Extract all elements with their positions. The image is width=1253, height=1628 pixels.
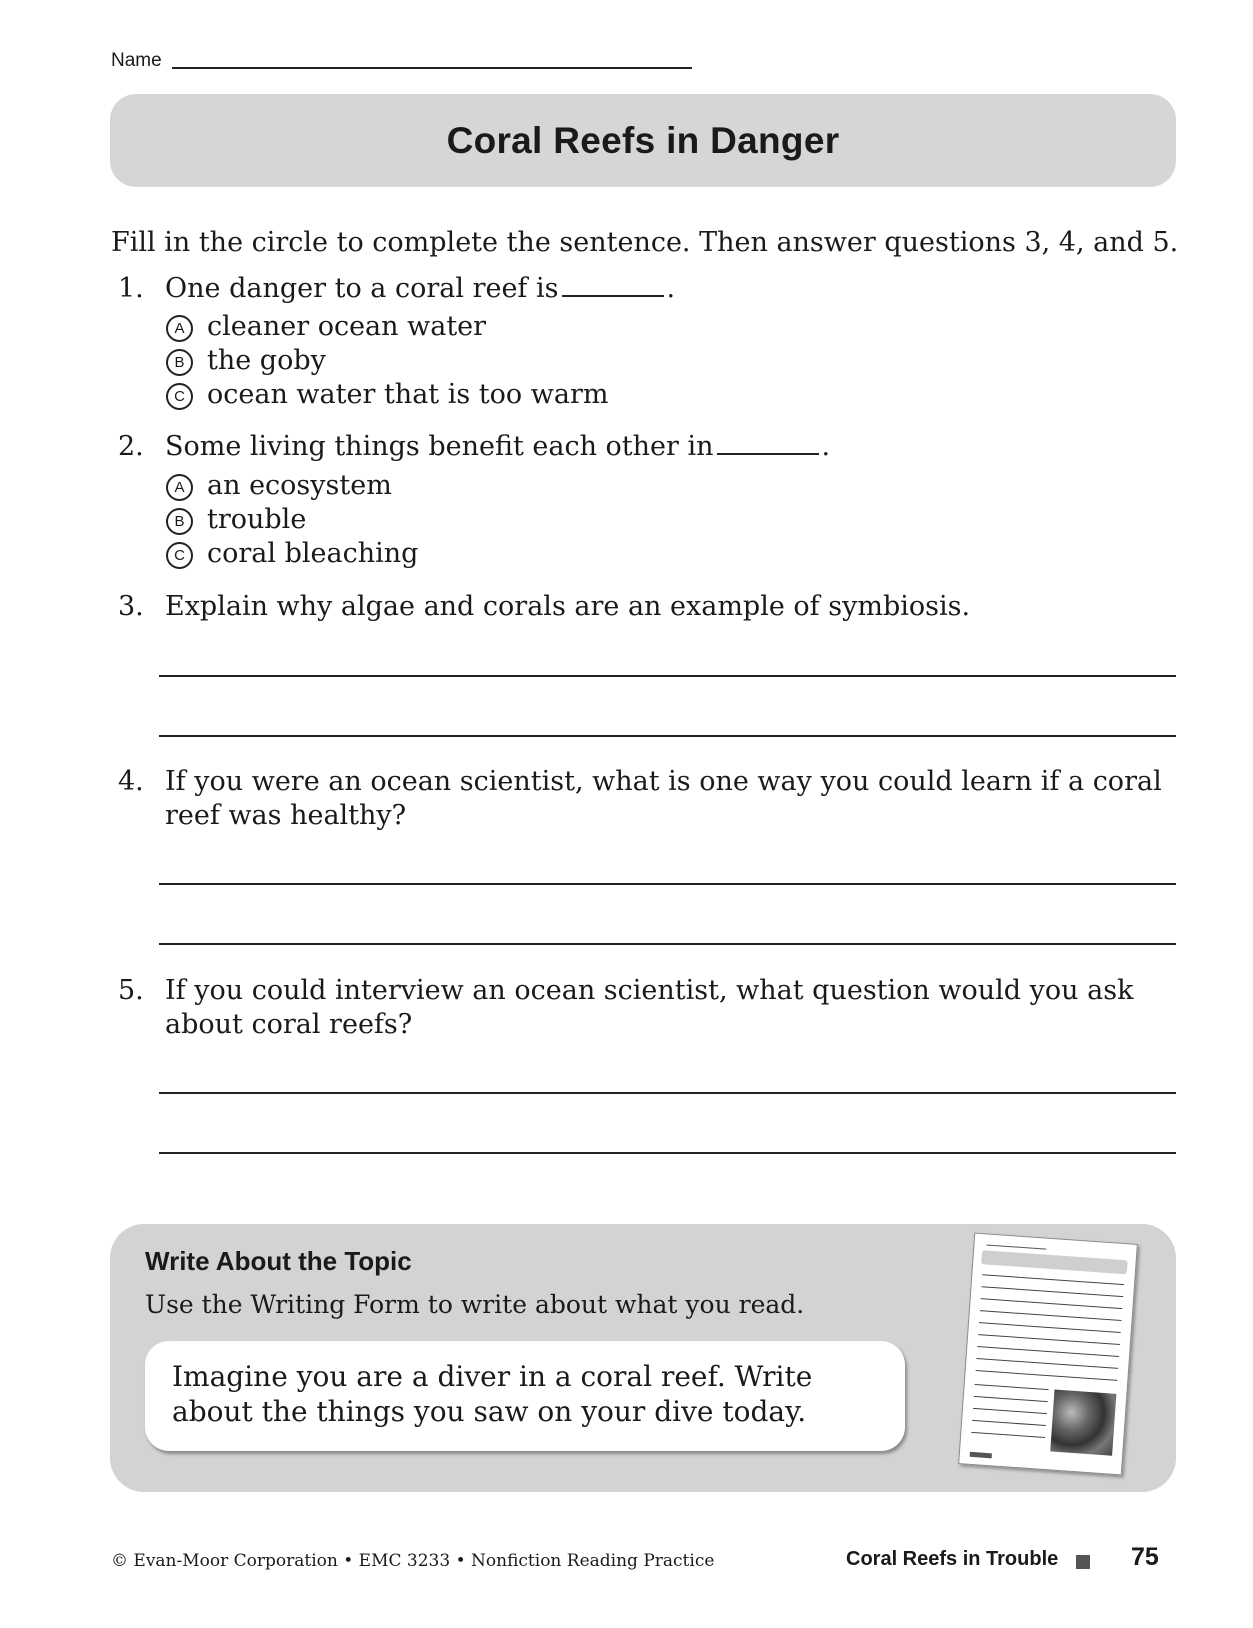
option-c[interactable] <box>166 538 418 569</box>
option-text: ocean water that is too warm <box>207 379 609 410</box>
writing-form-thumbnail <box>958 1233 1138 1476</box>
question-text: Explain why algae and corals are an example of symbiosis. <box>165 591 971 622</box>
instructions: Fill in the circle to complete the sentence. Then answer questions 3, 4, and 5. <box>111 227 1179 258</box>
coral-photo-icon <box>1050 1390 1116 1456</box>
question-number: 4. <box>118 766 144 797</box>
fill-blank <box>562 273 664 297</box>
page-title: Coral Reefs in Danger <box>446 119 840 161</box>
option-b[interactable] <box>166 504 306 535</box>
option-a[interactable] <box>166 470 392 501</box>
answer-line[interactable] <box>159 1152 1176 1154</box>
option-c[interactable] <box>166 379 608 410</box>
writing-prompt: Imagine you are a diver in a coral reef. Write about the things you saw on your dive today. <box>172 1360 813 1428</box>
footer-unit-title: Coral Reefs in Trouble <box>846 1548 1059 1570</box>
writing-prompt-card <box>145 1341 905 1451</box>
answer-circle-icon[interactable]: C <box>166 383 193 410</box>
write-about-heading: Write About the Topic <box>145 1246 412 1276</box>
page-number: 75 <box>1131 1543 1159 1571</box>
name-input-line[interactable] <box>172 67 692 69</box>
option-b[interactable] <box>166 345 326 376</box>
title-bar <box>110 94 1176 187</box>
question-text: If you could interview an ocean scientist, what question would you ask about coral reefs? <box>165 975 1134 1040</box>
answer-line[interactable] <box>159 735 1176 737</box>
write-about-subtext: Use the Writing Form to write about what you read. <box>145 1290 805 1319</box>
question-number: 3. <box>118 591 144 622</box>
answer-circle-icon[interactable]: A <box>166 474 193 501</box>
question-number: 2. <box>118 431 144 462</box>
answer-line[interactable] <box>159 943 1176 945</box>
answer-line[interactable] <box>159 883 1176 885</box>
option-text: the goby <box>207 345 326 376</box>
option-text: trouble <box>207 504 307 535</box>
question-text: One danger to a coral reef is . <box>165 273 676 304</box>
question-text: Some living things benefit each other in . <box>165 431 831 462</box>
answer-circle-icon[interactable]: C <box>166 542 193 569</box>
option-text: coral bleaching <box>207 538 419 569</box>
name-label: Name <box>111 50 162 71</box>
fill-blank <box>717 431 819 455</box>
answer-circle-icon[interactable]: A <box>166 315 193 342</box>
footer-copyright: © Evan-Moor Corporation • EMC 3233 • Nonfiction Reading Practice <box>111 1551 715 1571</box>
answer-line[interactable] <box>159 1092 1176 1094</box>
question-number: 1. <box>118 273 144 304</box>
option-a[interactable] <box>166 311 486 342</box>
answer-line[interactable] <box>159 675 1176 677</box>
question-number: 5. <box>118 975 144 1006</box>
option-text: cleaner ocean water <box>207 311 487 342</box>
square-icon <box>1076 1555 1090 1569</box>
question-text: If you were an ocean scientist, what is one way you could learn if a coral reef was healthy? <box>165 766 1162 831</box>
option-text: an ecosystem <box>207 470 392 501</box>
answer-circle-icon[interactable]: B <box>166 508 193 535</box>
answer-circle-icon[interactable]: B <box>166 349 193 376</box>
